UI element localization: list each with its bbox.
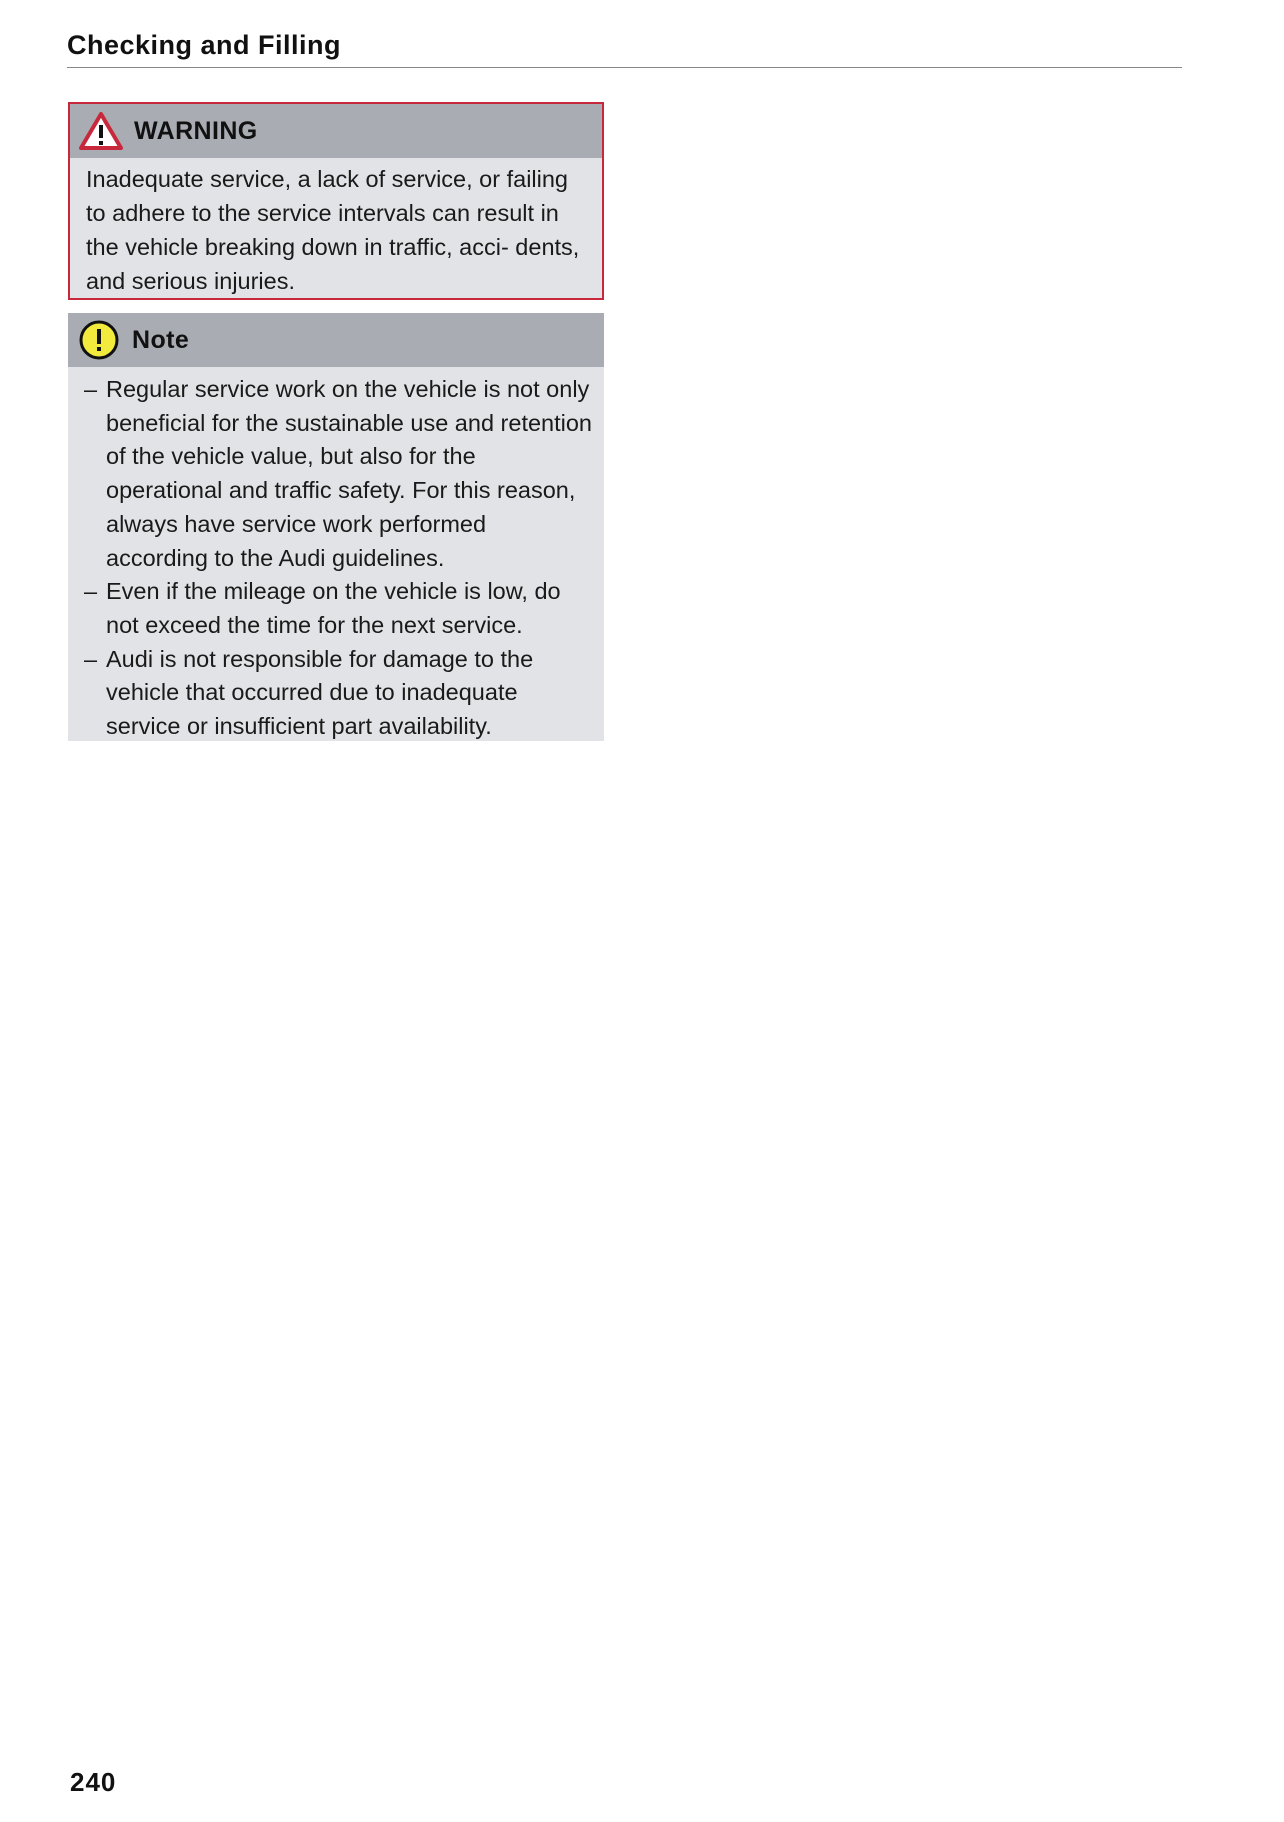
note-title: Note (132, 325, 190, 354)
note-item-text: Regular service work on the vehicle is not only beneficial for the sustainable use and retention of the vehicle value, but also for the operational and traffic safety. For this reason, always have service work performed according to the Audi guidelines. (106, 376, 592, 571)
warning-box-header (70, 104, 602, 158)
note-item-text: Even if the mileage on the vehicle is low, do not exceed the time for the next service. (106, 578, 561, 638)
note-box (68, 313, 604, 741)
page-number: 240 (70, 1767, 117, 1797)
header-divider (67, 67, 1182, 68)
warning-box (68, 102, 604, 300)
note-list-item: – Audi is not responsible for damage to the vehicle that occurred due to inadequate service or insufficient part availability. (84, 645, 534, 740)
warning-text: Inadequate service, a lack of service, or failing to adhere to the service intervals can result in the vehicle breaking down in traffic, acci- dents, and serious injuries. (86, 166, 580, 294)
note-list (68, 367, 604, 744)
note-list-item: – Even if the mileage on the vehicle is low, do not exceed the time for the next service. (84, 578, 561, 638)
note-box-header (68, 313, 604, 367)
exclamation-circle-icon (76, 319, 122, 361)
warning-triangle-icon (78, 110, 124, 152)
note-item-text: Audi is not responsible for damage to the vehicle that occurred due to inadequate service or insufficient part availability. (106, 645, 534, 740)
warning-title: WARNING (134, 116, 258, 145)
note-list-item: – Regular service work on the vehicle is not only beneficial for the sustainable use and retention of the vehicle value, but also for the operational and traffic safety. For this reason, always have service work performed according to the Audi guidelines. (84, 376, 592, 571)
page-header-title: Checking and Filling (67, 30, 342, 60)
